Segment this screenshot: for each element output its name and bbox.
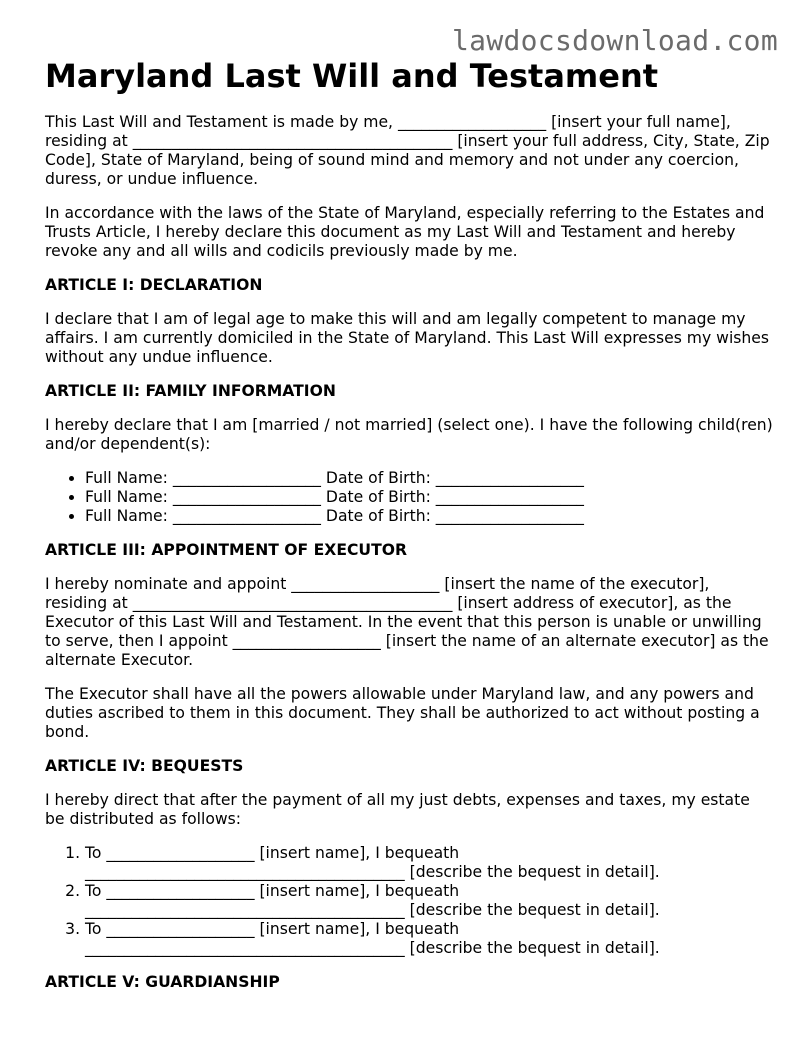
- article-4-text: I hereby direct that after the payment of all my just debts, expenses and taxes, my estate be distributed as follows:: [45, 791, 750, 828]
- article-3-text-1: I hereby nominate and appoint ___________________ [insert the name of the executor], residing at _________________________________________ [insert address of executor], as the Executor of this Last Will and Testament. In the event that this person is unable or unwilling to serve, then I appoint ___________________ [insert the name of an alternate executor] as the alternate Executor.: [45, 575, 769, 669]
- intro-paragraph-2: In accordance with the laws of the State of Maryland, especially referring to the Estates and Trusts Article, I hereby declare this document as my Last Will and Testament and hereby revoke any and all wills and codicils previously made by me.: [45, 204, 765, 260]
- article-4-heading: ARTICLE IV: BEQUESTS: [45, 757, 244, 775]
- article-1-text: I declare that I am of legal age to make this will and am legally competent to manage my affairs. I am currently domiciled in the State of Maryland. This Last Will expresses my wishes without any undue influence.: [45, 310, 769, 366]
- list-item: • Full Name: ___________________ Date of Birth: ___________________: [85, 469, 773, 488]
- article-2-text: I hereby declare that I am [married / not married] (select one). I have the following child(ren) and/or dependent(s):: [45, 416, 773, 453]
- list-item: 1. To ___________________ [insert name], I bequeath _________________________________________ [describe the bequest in detail].: [85, 844, 773, 882]
- bequests-list: [45, 844, 773, 958]
- watermark: lawdocsdownload.com: [452, 24, 778, 57]
- article-5-heading: ARTICLE V: GUARDIANSHIP: [45, 973, 280, 991]
- article-1-heading: ARTICLE I: DECLARATION: [45, 276, 263, 294]
- document-page: [45, 56, 773, 1007]
- document-title: Maryland Last Will and Testament: [45, 57, 659, 95]
- article-3-text-2: The Executor shall have all the powers allowable under Maryland law, and any powers and duties ascribed to them in this document. They shall be authorized to act without posting a bond.: [45, 685, 760, 741]
- intro-paragraph-1: This Last Will and Testament is made by me, ___________________ [insert your full name], residing at _________________________________________ [insert your full address, City, State, Zip Code], State of Maryland, being of sound mind and memory and not under any coercion, duress, or undue influence.: [45, 113, 770, 188]
- article-3-heading: ARTICLE III: APPOINTMENT OF EXECUTOR: [45, 541, 407, 559]
- list-item: • Full Name: ___________________ Date of Birth: ___________________: [85, 507, 773, 526]
- article-2-heading: ARTICLE II: FAMILY INFORMATION: [45, 382, 336, 400]
- list-item: • Full Name: ___________________ Date of Birth: ___________________: [85, 488, 773, 507]
- children-list: [45, 469, 773, 526]
- list-item: 2. To ___________________ [insert name], I bequeath _________________________________________ [describe the bequest in detail].: [85, 882, 773, 920]
- list-item: 3. To ___________________ [insert name], I bequeath _________________________________________ [describe the bequest in detail].: [85, 920, 773, 958]
